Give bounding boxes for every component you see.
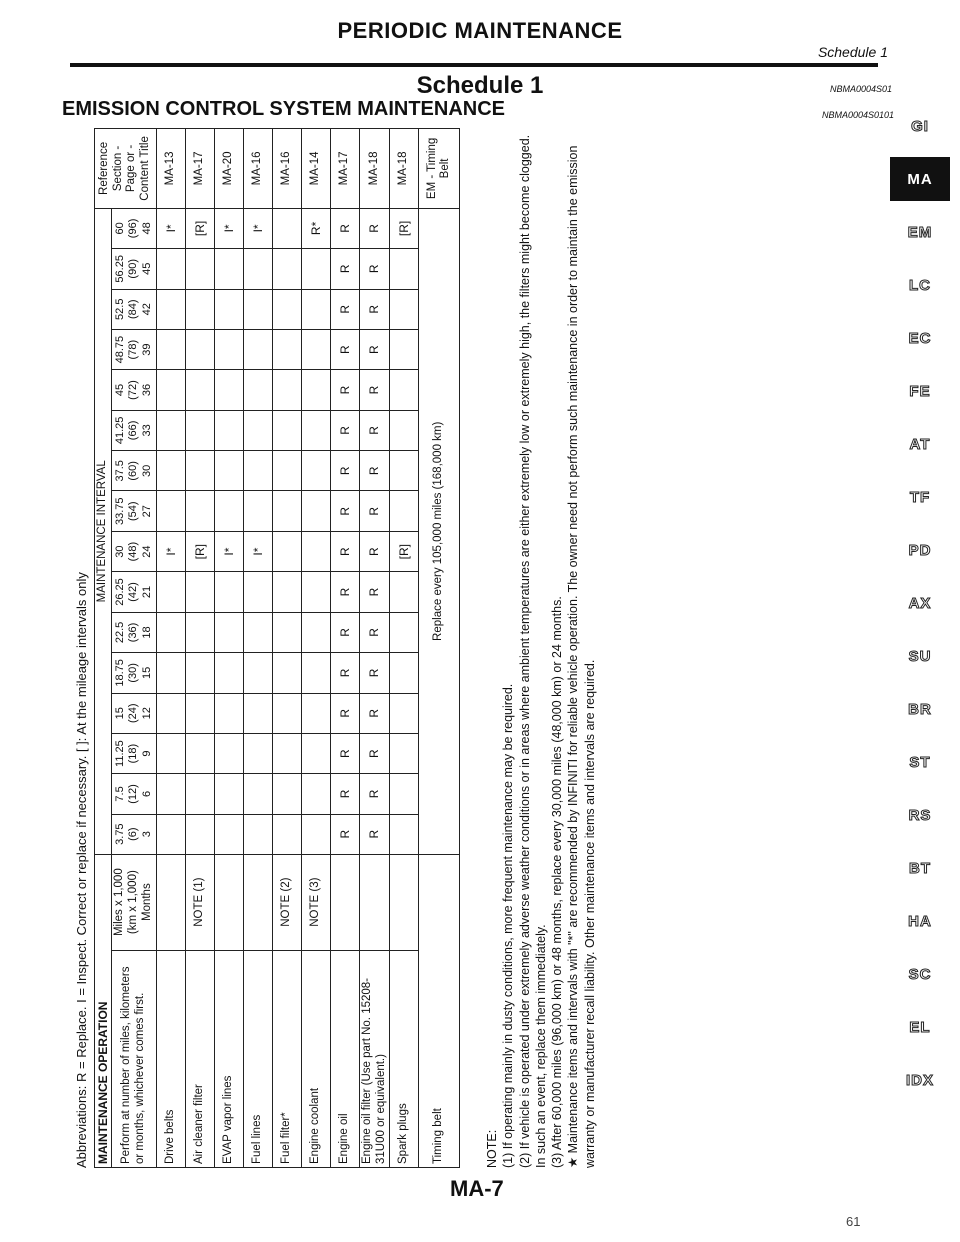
operation-note: NOTE (3) xyxy=(301,854,330,950)
section-tab-rs[interactable]: RS xyxy=(908,806,932,824)
section-tab-at[interactable]: AT xyxy=(909,435,931,453)
interval-cell xyxy=(272,410,301,451)
op-header: MAINTENANCE OPERATION xyxy=(95,854,112,1167)
interval-cell: R xyxy=(359,572,390,613)
timing-belt-text: Replace every 105,000 miles (168,000 km) xyxy=(419,208,460,854)
operation-note xyxy=(214,854,243,950)
interval-miles: 18.75 xyxy=(114,659,127,687)
interval-miles: 60 xyxy=(114,222,127,235)
interval-cell xyxy=(272,329,301,370)
operation-name: EVAP vapor lines xyxy=(214,950,243,1167)
ref-code: NBMA0004S01 xyxy=(830,84,893,94)
rotated-schedule-area xyxy=(74,128,644,1168)
interval-cell xyxy=(272,693,301,733)
interval-miles: 11.25 xyxy=(114,740,127,767)
interval-cell xyxy=(156,612,185,652)
interval-km: (12) xyxy=(127,784,140,804)
table-row xyxy=(419,129,460,1168)
page-header-title: PERIODIC MAINTENANCE xyxy=(337,18,623,43)
interval-cell xyxy=(301,814,330,854)
operation-name: Fuel lines xyxy=(243,950,272,1167)
interval-cell: R xyxy=(330,289,359,329)
interval-column-header xyxy=(112,451,156,491)
interval-cell xyxy=(272,370,301,410)
notes-title: NOTE: xyxy=(485,1129,499,1168)
interval-header: MAINTENANCE INTERVAL xyxy=(95,208,112,854)
interval-cell: R xyxy=(330,451,359,491)
interval-column-header xyxy=(112,248,156,289)
interval-km: (60) xyxy=(127,461,140,481)
interval-km: (66) xyxy=(127,420,140,441)
interval-cell xyxy=(301,532,330,572)
interval-months: 24 xyxy=(140,545,153,558)
interval-cell xyxy=(156,814,185,854)
interval-cell xyxy=(243,410,272,451)
interval-cell xyxy=(272,733,301,774)
operation-name: Engine oil filter (Use part No. 15208-31U00 or equivalent.) xyxy=(359,950,390,1167)
interval-cell: R xyxy=(359,370,390,410)
interval-miles: 56.25 xyxy=(114,255,127,283)
interval-cell: [R] xyxy=(390,532,419,572)
interval-km: (18) xyxy=(127,743,140,764)
operation-note xyxy=(330,854,359,950)
note-item: ★ Maintenance items and intervals with "*" are recommended by INFINITI for reliable vehicle operation. The owner need not perform such maintenance in order to maintain the emission warranty or manufacturer recall liability. Other maintenance items and intervals are required. xyxy=(566,145,597,1168)
interval-cell: R xyxy=(330,370,359,410)
interval-cell xyxy=(156,491,185,532)
interval-km: (78) xyxy=(127,339,140,360)
interval-miles: 37.5 xyxy=(114,460,127,482)
interval-cell: R xyxy=(330,774,359,814)
interval-cell xyxy=(214,289,243,329)
interval-cell xyxy=(301,248,330,289)
interval-column-header xyxy=(112,693,156,733)
interval-cell: [R] xyxy=(390,208,419,248)
interval-cell xyxy=(243,289,272,329)
interval-cell xyxy=(214,733,243,774)
interval-cell xyxy=(243,733,272,774)
interval-cell xyxy=(156,410,185,451)
interval-cell xyxy=(301,774,330,814)
reference-cell: MA-16 xyxy=(243,129,272,209)
interval-cell: R xyxy=(359,329,390,370)
interval-cell: R xyxy=(330,208,359,248)
interval-cell: R xyxy=(330,248,359,289)
table-row xyxy=(390,129,419,1168)
interval-cell: R xyxy=(330,572,359,613)
interval-cell: R xyxy=(330,612,359,652)
interval-miles: 15 xyxy=(114,707,127,720)
interval-column-header xyxy=(112,208,156,248)
interval-months: 36 xyxy=(140,383,153,397)
interval-cell: I* xyxy=(243,208,272,248)
interval-cell xyxy=(390,733,419,774)
reference-cell: MA-16 xyxy=(272,129,301,209)
interval-cell: R xyxy=(359,774,390,814)
interval-cell: R xyxy=(330,693,359,733)
interval-cell xyxy=(243,572,272,613)
interval-cell xyxy=(185,693,214,733)
interval-cell xyxy=(390,693,419,733)
section-title: EMISSION CONTROL SYSTEM MAINTENANCE xyxy=(62,98,505,120)
interval-cell xyxy=(243,774,272,814)
interval-cell xyxy=(243,491,272,532)
interval-months: 33 xyxy=(140,424,153,437)
interval-cell: [R] xyxy=(185,532,214,572)
interval-km: (54) xyxy=(127,501,140,522)
interval-cell: R xyxy=(359,814,390,854)
interval-cell xyxy=(243,370,272,410)
note-item: (2) If vehicle is operated under extremely adverse weather conditions or in areas where ambient temperatures are either extremely low or extremely high, the filters might become clogged. In such an event, replace them immediately. xyxy=(517,134,548,1168)
interval-cell xyxy=(156,329,185,370)
interval-cell xyxy=(214,612,243,652)
interval-km: (24) xyxy=(127,703,140,724)
interval-cell xyxy=(243,329,272,370)
interval-cell xyxy=(243,248,272,289)
interval-cell xyxy=(214,491,243,532)
interval-cell xyxy=(243,451,272,491)
interval-months: 21 xyxy=(140,585,153,599)
interval-cell xyxy=(272,289,301,329)
reference-header: Reference Section - Page or - Content Title xyxy=(95,129,157,209)
interval-cell xyxy=(272,774,301,814)
interval-cell xyxy=(243,612,272,652)
interval-cell xyxy=(214,248,243,289)
interval-column-header xyxy=(112,289,156,329)
interval-months: 18 xyxy=(140,626,153,639)
header-divider xyxy=(70,63,878,67)
interval-column-header xyxy=(112,410,156,451)
interval-cell xyxy=(185,774,214,814)
interval-cell xyxy=(214,774,243,814)
interval-cell xyxy=(272,653,301,694)
operation-name: Timing belt xyxy=(419,854,460,1167)
interval-cell xyxy=(301,370,330,410)
interval-km: (6) xyxy=(127,827,140,841)
interval-months: 45 xyxy=(140,262,153,275)
operation-note: NOTE (2) xyxy=(272,854,301,950)
interval-cell: R xyxy=(330,653,359,694)
operation-name: Engine coolant xyxy=(301,950,330,1167)
operation-note xyxy=(156,854,185,950)
interval-cell xyxy=(390,410,419,451)
interval-cell: R xyxy=(359,289,390,329)
interval-cell xyxy=(156,370,185,410)
schedule-title: Schedule 1 xyxy=(416,72,544,99)
reference-cell: EM - Timing Belt xyxy=(419,129,460,209)
interval-cell xyxy=(301,653,330,694)
interval-cell xyxy=(185,248,214,289)
table-row xyxy=(330,129,359,1168)
interval-km: (72) xyxy=(127,380,140,400)
reference-cell: MA-18 xyxy=(390,129,419,209)
reference-cell: MA-20 xyxy=(214,129,243,209)
interval-cell xyxy=(214,572,243,613)
interval-cell xyxy=(214,370,243,410)
interval-cell: R xyxy=(330,410,359,451)
interval-cell xyxy=(272,612,301,652)
interval-km: (36) xyxy=(127,622,140,643)
page-number: MA-7 xyxy=(450,1176,504,1201)
interval-km: (90) xyxy=(127,259,140,279)
interval-cell xyxy=(301,491,330,532)
interval-cell xyxy=(156,693,185,733)
interval-cell: R xyxy=(359,693,390,733)
interval-months: 42 xyxy=(140,303,153,316)
perform-text: Perform at number of miles, kilometers or months, whichever comes first. xyxy=(112,950,156,1167)
interval-months: 39 xyxy=(140,343,153,356)
interval-cell xyxy=(243,814,272,854)
interval-months: 12 xyxy=(140,707,153,720)
corner-mark: 61 xyxy=(846,1214,861,1229)
interval-cell xyxy=(272,208,301,248)
reference-cell: MA-18 xyxy=(359,129,390,209)
interval-cell xyxy=(390,248,419,289)
interval-cell xyxy=(214,814,243,854)
interval-cell xyxy=(390,814,419,854)
interval-cell xyxy=(156,451,185,491)
interval-cell: R xyxy=(359,653,390,694)
section-tab-su[interactable]: SU xyxy=(908,647,932,665)
interval-cell xyxy=(156,653,185,694)
interval-cell xyxy=(301,289,330,329)
interval-cell: R xyxy=(359,491,390,532)
section-tab-gi[interactable]: GI xyxy=(911,117,929,135)
interval-cell xyxy=(185,491,214,532)
interval-cell: R xyxy=(359,248,390,289)
interval-miles: 41.25 xyxy=(114,416,127,445)
interval-cell: I* xyxy=(156,532,185,572)
interval-months: 27 xyxy=(140,505,153,518)
table-row xyxy=(301,129,330,1168)
table-row xyxy=(156,129,185,1168)
interval-months: 9 xyxy=(140,750,153,757)
interval-column-header xyxy=(112,370,156,410)
section-tab-st[interactable]: ST xyxy=(909,753,931,771)
interval-cell xyxy=(214,693,243,733)
interval-km: (84) xyxy=(127,299,140,319)
interval-miles: 48.75 xyxy=(114,335,127,364)
table-row xyxy=(185,129,214,1168)
interval-cell xyxy=(243,653,272,694)
interval-cell xyxy=(185,410,214,451)
interval-column-header xyxy=(112,814,156,854)
interval-cell xyxy=(272,814,301,854)
interval-cell: R xyxy=(359,451,390,491)
interval-cell xyxy=(214,653,243,694)
interval-cell: R xyxy=(359,612,390,652)
interval-cell xyxy=(272,491,301,532)
interval-cell xyxy=(185,814,214,854)
interval-cell xyxy=(390,491,419,532)
interval-cell xyxy=(156,774,185,814)
interval-cell xyxy=(272,572,301,613)
interval-cell: R xyxy=(330,491,359,532)
interval-miles: 33.75 xyxy=(114,497,127,526)
interval-cell: R xyxy=(330,329,359,370)
interval-cell: I* xyxy=(214,208,243,248)
interval-cell xyxy=(214,329,243,370)
maintenance-table xyxy=(94,128,460,1168)
operation-name: Air cleaner filter xyxy=(185,950,214,1167)
table-row xyxy=(243,129,272,1168)
interval-miles: 30 xyxy=(114,545,127,558)
interval-cell xyxy=(185,612,214,652)
interval-cell xyxy=(214,410,243,451)
interval-cell xyxy=(301,451,330,491)
interval-cell xyxy=(185,653,214,694)
interval-cell: I* xyxy=(214,532,243,572)
interval-cell xyxy=(185,370,214,410)
section-tab-el[interactable]: EL xyxy=(909,1018,931,1036)
interval-cell xyxy=(390,612,419,652)
interval-cell: R xyxy=(330,814,359,854)
table-row xyxy=(272,129,301,1168)
section-tab-fe[interactable]: FE xyxy=(909,382,931,400)
operation-name: Drive belts xyxy=(156,950,185,1167)
section-tabs-sidebar xyxy=(890,104,950,1111)
interval-cell xyxy=(390,572,419,613)
interval-cell xyxy=(301,572,330,613)
interval-months: 3 xyxy=(140,831,153,838)
operation-name: Fuel filter* xyxy=(272,950,301,1167)
section-tab-em[interactable]: EM xyxy=(907,223,933,241)
interval-column-header xyxy=(112,733,156,774)
interval-column-header xyxy=(112,329,156,370)
interval-months: 15 xyxy=(140,666,153,679)
section-tab-bt[interactable]: BT xyxy=(909,859,931,877)
interval-miles: 52.5 xyxy=(114,298,127,320)
interval-months: 48 xyxy=(140,222,153,235)
interval-cell xyxy=(156,248,185,289)
interval-cell xyxy=(301,329,330,370)
interval-cell xyxy=(301,693,330,733)
interval-cell xyxy=(156,572,185,613)
interval-miles: 22.5 xyxy=(114,621,127,644)
section-tab-idx[interactable]: IDX xyxy=(905,1071,934,1089)
interval-km: (42) xyxy=(127,582,140,602)
interval-cell xyxy=(243,693,272,733)
interval-months: 30 xyxy=(140,464,153,477)
section-tab-br[interactable]: BR xyxy=(908,700,932,718)
interval-cell xyxy=(272,451,301,491)
operation-note xyxy=(243,854,272,950)
abbreviations-line: Abbreviations: R = Replace. I = Inspect. Correct or replace if necessary. [ ]: At the mileage intervals only xyxy=(74,572,89,1168)
interval-column-header xyxy=(112,572,156,613)
interval-cell xyxy=(390,289,419,329)
interval-cell: R xyxy=(359,208,390,248)
section-tab-sc[interactable]: SC xyxy=(908,965,932,983)
interval-cell xyxy=(185,289,214,329)
interval-cell: R xyxy=(359,733,390,774)
table-row xyxy=(214,129,243,1168)
notes-block xyxy=(484,128,598,1168)
interval-cell: R* xyxy=(301,208,330,248)
interval-cell xyxy=(156,289,185,329)
interval-column-header xyxy=(112,774,156,814)
ref-code: NBMA0004S0101 xyxy=(822,110,895,120)
interval-cell xyxy=(390,329,419,370)
interval-cell xyxy=(156,733,185,774)
interval-cell: I* xyxy=(156,208,185,248)
interval-cell xyxy=(301,612,330,652)
interval-cell xyxy=(390,774,419,814)
interval-cell: [R] xyxy=(185,208,214,248)
section-tab-ma[interactable]: MA xyxy=(890,157,950,201)
interval-months: 6 xyxy=(140,790,153,798)
note-item: (3) After 60,000 miles (96,000 km) or 48 months, replace every 30,000 miles (48,000 km) or 24 months. xyxy=(550,596,564,1168)
section-tab-ec[interactable]: EC xyxy=(908,329,932,347)
interval-cell xyxy=(272,248,301,289)
interval-cell: R xyxy=(359,532,390,572)
reference-cell: MA-14 xyxy=(301,129,330,209)
interval-km: (96) xyxy=(127,218,140,239)
interval-miles: 26.25 xyxy=(114,578,127,606)
interval-cell xyxy=(301,733,330,774)
interval-cell xyxy=(185,572,214,613)
interval-cell xyxy=(390,653,419,694)
section-tab-pd[interactable]: PD xyxy=(908,541,932,559)
section-tab-tf[interactable]: TF xyxy=(909,488,931,506)
interval-cell xyxy=(390,370,419,410)
interval-cell xyxy=(214,451,243,491)
interval-column-header xyxy=(112,653,156,694)
operation-name: Spark plugs xyxy=(390,950,419,1167)
interval-cell xyxy=(390,451,419,491)
reference-cell: MA-17 xyxy=(330,129,359,209)
page-header-schedule: Schedule 1 xyxy=(817,44,888,60)
interval-cell xyxy=(272,532,301,572)
operation-note xyxy=(359,854,390,950)
interval-cell xyxy=(185,329,214,370)
maintenance-table-wrap xyxy=(94,128,460,1168)
interval-column-header xyxy=(112,532,156,572)
interval-cell: R xyxy=(359,410,390,451)
section-tab-ax[interactable]: AX xyxy=(908,594,932,612)
operation-name: Engine oil xyxy=(330,950,359,1167)
interval-km: (30) xyxy=(127,663,140,683)
section-tab-ha[interactable]: HA xyxy=(908,912,932,930)
interval-cell xyxy=(185,733,214,774)
interval-miles: 3.75 xyxy=(114,823,127,845)
interval-miles: 7.5 xyxy=(114,786,127,802)
table-row xyxy=(359,129,390,1168)
interval-column-header xyxy=(112,491,156,532)
interval-miles: 45 xyxy=(114,383,127,397)
operation-note: NOTE (1) xyxy=(185,854,214,950)
reference-cell: MA-13 xyxy=(156,129,185,209)
interval-cell xyxy=(185,451,214,491)
interval-cell: R xyxy=(330,532,359,572)
note-item: (1) If operating mainly in dusty conditions, more frequent maintenance may be required. xyxy=(501,683,516,1168)
section-tab-lc[interactable]: LC xyxy=(909,276,931,294)
interval-cell: I* xyxy=(243,532,272,572)
interval-cell xyxy=(301,410,330,451)
operation-note xyxy=(390,854,419,950)
interval-cell: R xyxy=(330,733,359,774)
reference-cell: MA-17 xyxy=(185,129,214,209)
units-text: Miles x 1,000 (km x 1,000) Months xyxy=(112,854,156,950)
interval-column-header xyxy=(112,612,156,652)
interval-km: (48) xyxy=(127,541,140,562)
